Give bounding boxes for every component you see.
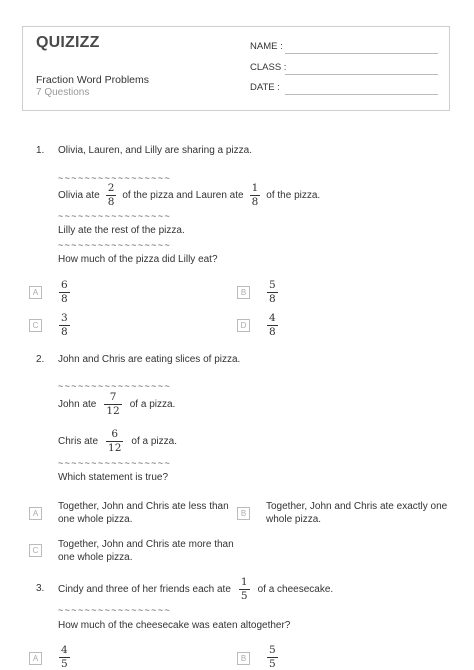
answer-fraction: 4 8 (269, 312, 276, 338)
answer-fraction: 5 5 (269, 644, 276, 670)
statement-text: Lilly ate the rest of the pizza. (58, 225, 185, 236)
question-prompt: Which statement is true? (58, 472, 169, 483)
name-label: NAME : (250, 41, 283, 52)
tilde-separator: ~~~~~~~~~~~~~~~~~ (58, 240, 172, 250)
fraction: $\frac{2}{8}$ (107, 182, 115, 208)
statement-text: of a pizza. (131, 435, 177, 447)
class-label: CLASS : (250, 62, 287, 73)
question-number: 1. (36, 145, 45, 156)
tilde-separator: ~~~~~~~~~~~~~~~~~ (58, 458, 172, 468)
answer-option-b[interactable]: B (237, 286, 250, 299)
question-number: 2. (36, 354, 45, 365)
date-field[interactable] (285, 94, 438, 95)
answer-option-a[interactable]: A (29, 286, 42, 299)
fraction: $\frac{1}{8}$ (251, 182, 259, 208)
fraction: $\frac{7}{12}$ (106, 391, 120, 417)
question-text: Olivia, Lauren, and Lilly are sharing a pizza. (58, 145, 252, 156)
question-prompt: How much of the pizza did Lilly eat? (58, 254, 218, 265)
answer-text: Together, John and Chris ate less than one whole pizza. (58, 501, 229, 525)
answer-option-d[interactable]: D (237, 319, 250, 332)
answer-text: Together, John and Chris ate exactly one whole pizza. (266, 501, 448, 525)
question-text: John and Chris are eating slices of pizza. (58, 354, 241, 365)
answer-fraction: 4 5 (61, 644, 68, 670)
name-field[interactable] (285, 53, 438, 54)
answer-option-b[interactable]: B (237, 652, 250, 665)
tilde-separator: ~~~~~~~~~~~~~~~~~ (58, 605, 172, 615)
question-text: of a cheesecake. (257, 583, 334, 595)
tilde-separator: ~~~~~~~~~~~~~~~~~ (58, 173, 172, 183)
question-statement (58, 429, 177, 453)
answer-option-a[interactable]: A (29, 652, 42, 665)
tilde-separator: ~~~~~~~~~~~~~~~~~ (58, 211, 172, 221)
answer-fraction: 3 8 (61, 312, 68, 338)
answer-option-a[interactable]: A (29, 507, 42, 520)
statement-text: John ate (58, 398, 97, 410)
statement-text: Chris ate (58, 435, 99, 447)
statement-text: Olivia ate (58, 189, 100, 201)
date-label: DATE : (250, 82, 280, 93)
question-statement (58, 183, 320, 207)
answer-text: Together, John and Chris ate more than one whole pizza. (58, 539, 234, 563)
answer-option-c[interactable]: C (29, 544, 42, 557)
question-statement (58, 392, 175, 416)
answer-fraction: 6 8 (61, 279, 68, 305)
worksheet-title: Fraction Word Problems (36, 74, 150, 86)
question-number: 3. (36, 583, 45, 594)
statement-text: of the pizza. (266, 189, 321, 201)
question-text: Cindy and three of her friends each ate (58, 583, 231, 595)
class-field[interactable] (285, 74, 438, 75)
statement-text: of the pizza and Lauren ate (122, 189, 244, 201)
statement-text: of a pizza. (129, 398, 176, 410)
question-prompt: How much of the cheesecake was eaten altogether? (58, 620, 291, 631)
tilde-separator: ~~~~~~~~~~~~~~~~~ (58, 381, 172, 391)
question-statement (58, 577, 333, 601)
quizizz-logo: QUIZIZZ (36, 34, 100, 51)
question-count: 7 Questions (36, 87, 90, 98)
fraction: $\frac{1}{5}$ (240, 576, 248, 602)
answer-fraction: 5 8 (269, 279, 276, 305)
answer-option-b[interactable]: B (237, 507, 250, 520)
answer-option-c[interactable]: C (29, 319, 42, 332)
fraction: $\frac{6}{12}$ (108, 428, 122, 454)
